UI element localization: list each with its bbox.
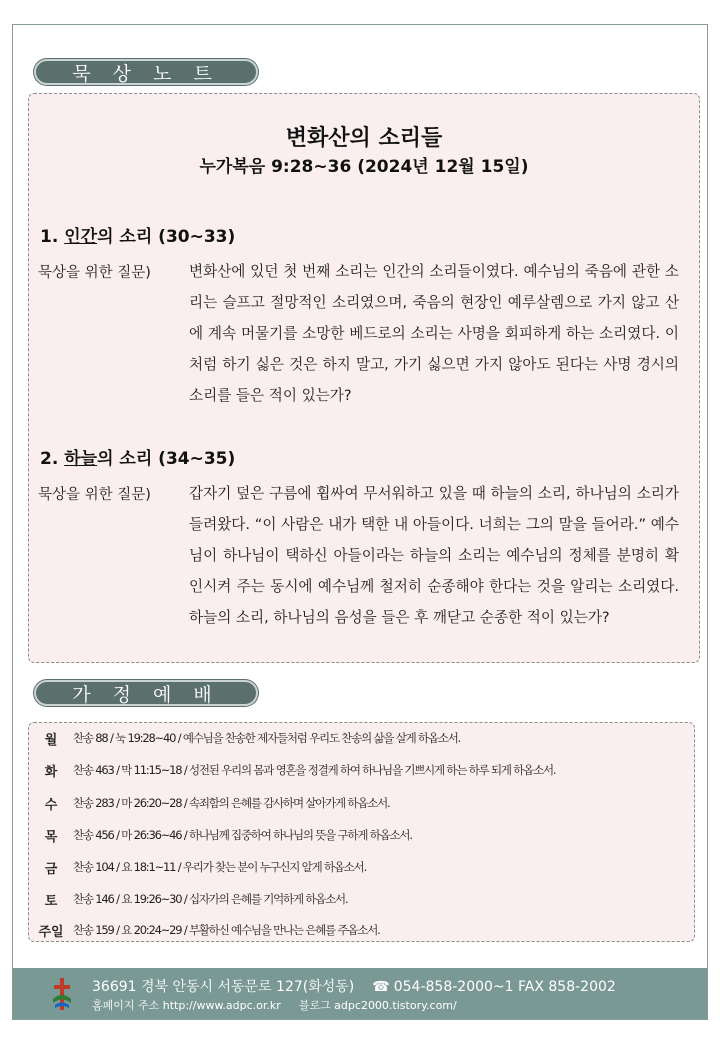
part-1-heading-keyword: 인간 bbox=[64, 227, 98, 247]
phone-icon: ☎ bbox=[372, 979, 390, 995]
worship-row-sun bbox=[29, 920, 380, 940]
worship-row-sat bbox=[29, 889, 347, 909]
church-cross-logo bbox=[51, 977, 73, 1011]
worship-row-thu bbox=[29, 825, 412, 845]
part-2-heading bbox=[40, 444, 235, 469]
worship-reading: 찬송 283 / 마 26:20~28 / 속죄함의 은혜를 감사하며 살아가게 하옵소서. bbox=[73, 796, 390, 810]
worship-reading: 찬송 463 / 막 11:15~18 / 성전된 우리의 몸과 영혼을 정결케 하여 하나님을 기쁘시게 하는 하루 되게 하옵소서. bbox=[73, 763, 556, 777]
worship-day: 토 bbox=[44, 893, 58, 909]
worship-day: 수 bbox=[44, 797, 58, 813]
sermon-title: 변화산의 소리들 bbox=[285, 126, 443, 151]
part-2-question-label: 묵상을 위한 질문) bbox=[38, 487, 151, 503]
part-2-question-text: 갑자기 덮은 구름에 휩싸여 무서워하고 있을 때 하늘의 소리, 하나님의 소리가 들려왔다. “이 사람은 내가 택한 내 아들이다. 너희는 그의 말을 들어라.” 예수님이 하나님이 택하신 아들이라는 하늘의 소리는 예수님의 정체를 분명히 확인시켜 주는 동시에 예수님께 철저히 순종해야 한다는 것을 알리는 소리였다. 하늘의 소리, 하나님의 음성을 들은 후 깨닫고 순종한 적이 있는가? bbox=[189, 485, 679, 626]
worship-day: 월 bbox=[44, 732, 58, 748]
sermon-scripture: 누가복음 9:28~36 (2024년 12월 15일) bbox=[199, 157, 529, 177]
worship-reading: 찬송 146 / 요 19:26~30 / 십자가의 은혜를 기억하게 하옵소서. bbox=[73, 892, 348, 906]
worship-reading: 찬송 456 / 마 26:36~46 / 하나님께 집중하여 하나님의 뜻을 구하게 하옵소서. bbox=[73, 828, 412, 842]
part-2-number: 2. bbox=[40, 449, 59, 469]
part-2-heading-rest: 의 소리 (34~35) bbox=[97, 449, 236, 469]
part-2-heading-keyword: 하늘 bbox=[64, 449, 98, 469]
meditation-section-title: 묵 상 노 트 bbox=[34, 59, 258, 85]
worship-day: 금 bbox=[44, 861, 58, 877]
worship-row-wed bbox=[29, 793, 390, 813]
worship-day: 주일 bbox=[38, 924, 64, 940]
worship-day: 화 bbox=[44, 764, 58, 780]
worship-row-tue bbox=[29, 760, 555, 780]
part-1-heading bbox=[40, 222, 235, 247]
family-worship-box bbox=[28, 722, 695, 942]
footer-web-line bbox=[92, 997, 457, 1013]
worship-row-mon bbox=[29, 728, 460, 748]
footer bbox=[13, 968, 707, 1019]
part-1-question-text: 변화산에 있던 첫 번째 소리는 인간의 소리들이였다. 예수님의 죽음에 관한 소리는 슬프고 절망적인 소리였으며, 죽음의 현장인 예루살렘으로 가지 않고 산에 계속 머물기를 소망한 베드로의 소리는 사명을 회피하게 하는 소리였다. 이처럼 하기 싫은 것은 하지 말고, 가기 싫으면 가지 않아도 된다는 사명 경시의 소리를 들은 적이 있는가? bbox=[189, 263, 679, 404]
worship-reading: 찬송 104 / 요 18:1~11 / 우리가 찾는 분이 누구신지 알게 하옵소서. bbox=[73, 860, 367, 874]
worship-reading: 찬송 88 / 눅 19:28~40 / 예수님을 찬송한 제자들처럼 우리도 찬송의 삶을 살게 하옵소서. bbox=[73, 731, 461, 745]
worship-reading: 찬송 159 / 요 20:24~29 / 부활하신 예수님을 만나는 은혜를 주옵소서. bbox=[73, 923, 380, 937]
footer-phone: 054-858-2000~1 FAX 858-2002 bbox=[393, 979, 616, 995]
footer-blog-link[interactable]: 블로그 adpc2000.tistory.com/ bbox=[298, 999, 457, 1012]
part-1-question-label: 묵상을 위한 질문) bbox=[38, 265, 151, 281]
worship-section-title: 가 정 예 배 bbox=[34, 680, 258, 706]
worship-row-fri bbox=[29, 857, 366, 877]
meditation-box bbox=[28, 93, 700, 663]
part-1-number: 1. bbox=[40, 227, 59, 247]
footer-homepage-link[interactable]: 홈페이지 주소 http://www.adpc.or.kr bbox=[92, 999, 281, 1012]
part-1-heading-rest: 의 소리 (30~33) bbox=[97, 227, 236, 247]
footer-address: 36691 경북 안동시 서동문로 127(화성동) bbox=[92, 979, 355, 995]
worship-day: 목 bbox=[44, 829, 58, 845]
footer-contact-line bbox=[92, 976, 616, 996]
